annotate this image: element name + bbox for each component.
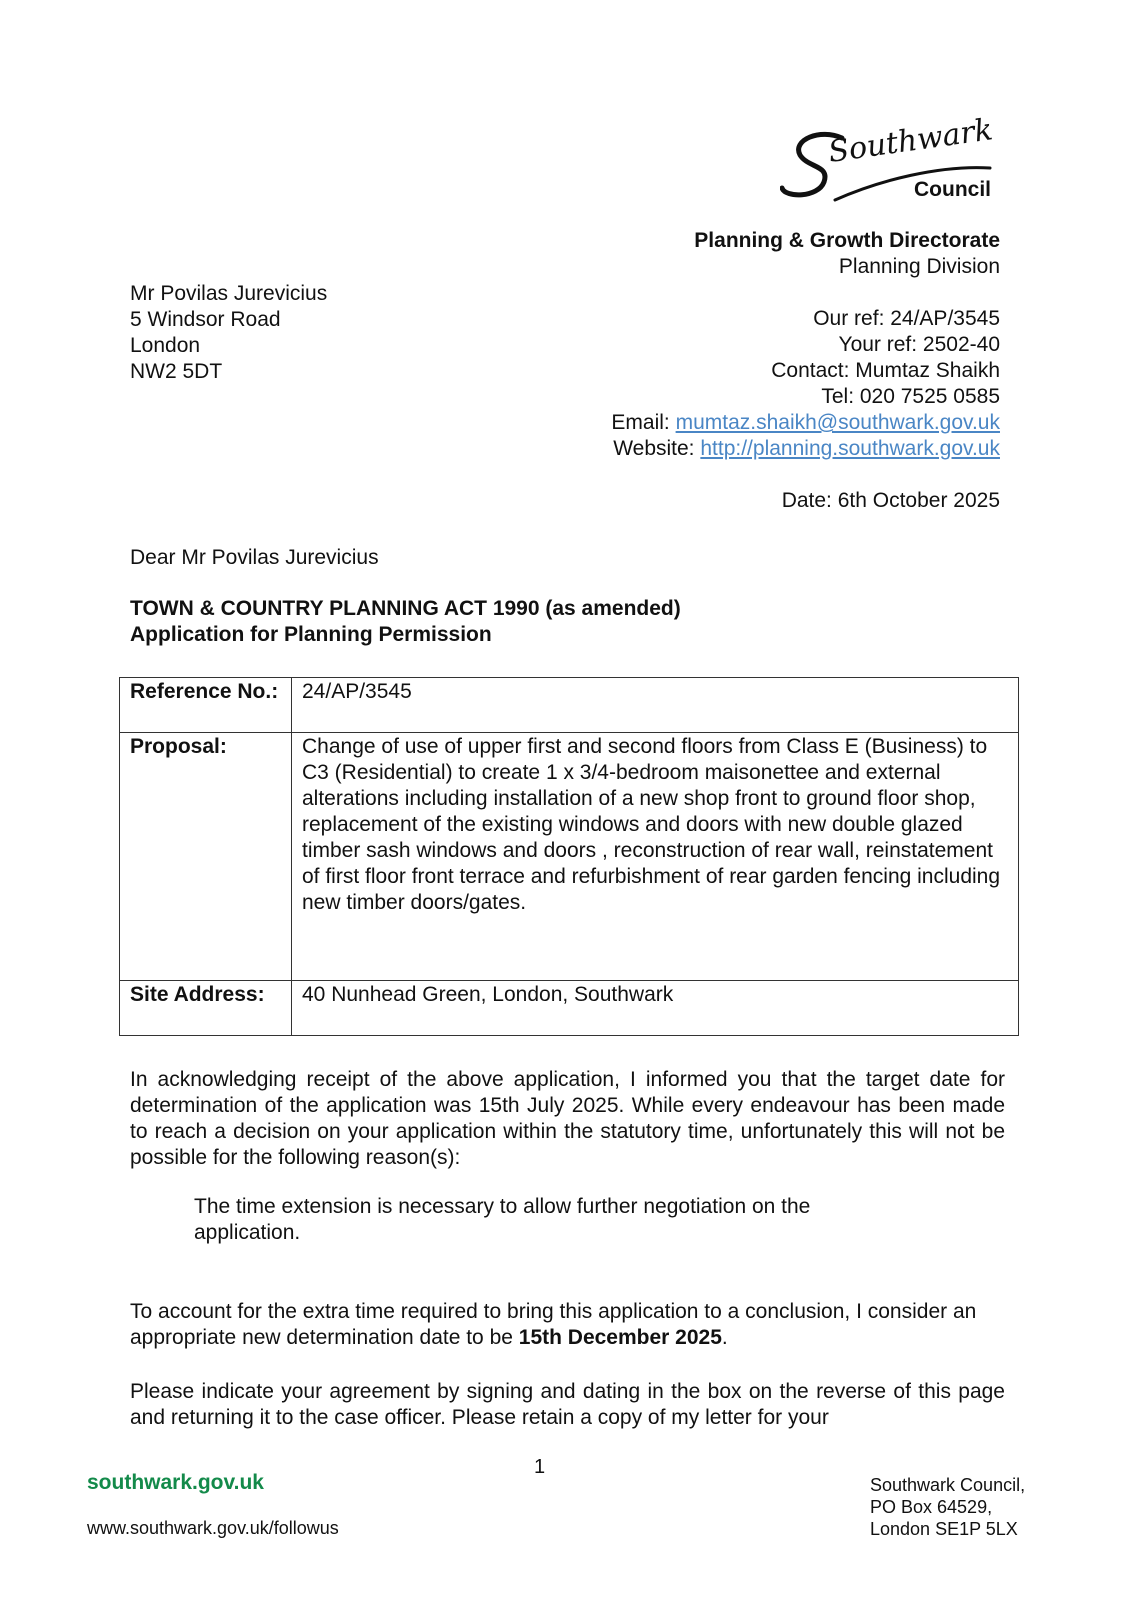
paragraph2-text: To account for the extra time required to bring this application to a conclusion, I consider an appropriate new determination date to be [130,1300,977,1349]
proposal-label: Proposal: [120,733,292,981]
recipient-name: Mr Povilas Jurevicius [130,282,328,305]
body-paragraph-3: Please indicate your agreement by signing and dating in the box on the reverse of this page and returning it to the case officer. Please retain a copy of my letter for your [130,1380,1005,1429]
new-determination-date: 15th December 2025 [518,1326,722,1349]
reference-label: Reference No.: [120,678,292,733]
sender-details [611,228,1000,514]
your-reference: Your ref: 2502-40 [838,333,1000,356]
svg-text:Southwark: Southwark [826,112,995,170]
footer-follow-link[interactable]: www.southwark.gov.uk/followus [87,1518,339,1538]
division-name: Planning Division [838,255,1000,278]
recipient-address [130,281,327,385]
body-paragraph-2 [130,1299,1005,1351]
letter-heading [130,596,681,648]
our-reference: Our ref: 24/AP/3545 [813,307,1000,330]
table-row [120,733,1019,981]
reference-value: 24/AP/3545 [292,678,1019,733]
directorate-name: Planning & Growth Directorate [694,229,1000,252]
website-link[interactable]: http://planning.southwark.gov.uk [700,437,1000,460]
contact-name: Contact: Mumtaz Shaikh [771,359,1000,382]
footer-address-line: Southwark Council, [870,1475,1026,1495]
telephone: Tel: 020 7525 0585 [821,385,1000,408]
application-type: Application for Planning Permission [130,623,492,646]
email-label: Email: [611,411,676,434]
recipient-street: 5 Windsor Road [130,308,281,331]
letter-date: Date: 6th October 2025 [781,489,1000,512]
table-row [120,678,1019,733]
website-line [611,436,1000,462]
southwark-council-logo [780,110,1010,210]
website-label: Website: [613,437,701,460]
footer-address-line: PO Box 64529, [870,1497,993,1517]
act-title: TOWN & COUNTRY PLANNING ACT 1990 (as amended) [130,597,681,620]
body-paragraph-1: In acknowledging receipt of the above application, I informed you that the target date for determination of the application was 15th July 2025. While every endeavour has been made to reach a decision on your application within the statutory time, unfortunately this will not be possible for the following reason(s): [130,1068,1005,1169]
application-details-table [119,677,1019,1036]
extension-reason: The time extension is necessary to allow further negotiation on the application. [194,1195,811,1244]
paragraph2-suffix: . [721,1326,728,1349]
email-line [611,410,1000,436]
email-link[interactable]: mumtaz.shaikh@southwark.gov.uk [675,411,1000,434]
salutation: Dear Mr Povilas Jurevicius [130,546,379,569]
logo-council-text: Council [914,178,991,201]
footer-address [870,1474,1025,1540]
footer-site-link[interactable]: southwark.gov.uk [87,1471,264,1494]
footer-address-line: London SE1P 5LX [870,1519,1018,1539]
recipient-postcode: NW2 5DT [130,360,223,383]
proposal-value: Change of use of upper first and second floors from Class E (Business) to C3 (Residential) to create 1 x 3/4-bedroom maisonettee and external alterations including installation of a new shop front to ground floor shop, replacement of the existing windows and doors with new double glazed timber sash windows and doors , reconstruction of rear wall, reinstatement of first floor front terrace and refurbishment of rear garden fencing including new timber doors/gates. [292,733,1019,981]
site-address-value: 40 Nunhead Green, London, Southwark [292,981,1019,1036]
table-row [120,981,1019,1036]
site-address-label: Site Address: [120,981,292,1036]
page-number: 1 [534,1456,546,1478]
recipient-city: London [130,334,201,357]
